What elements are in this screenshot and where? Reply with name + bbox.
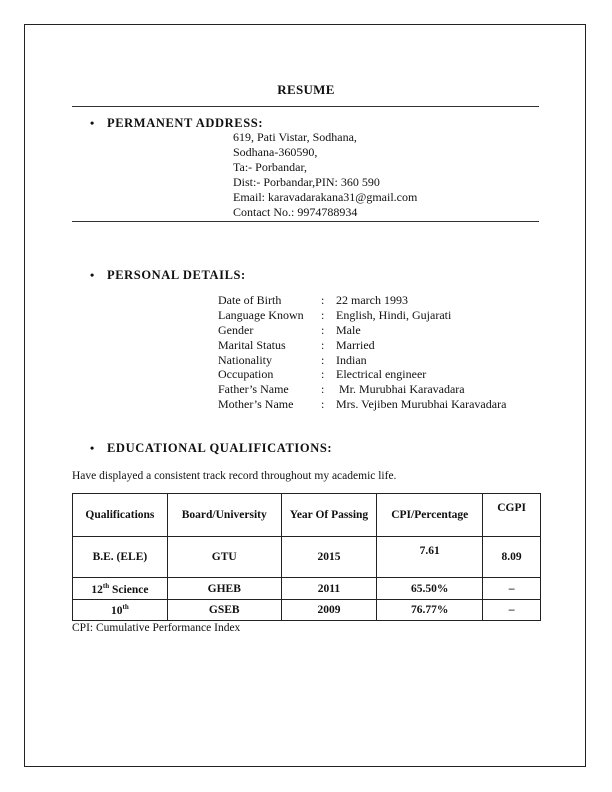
table-header-row (73, 494, 541, 537)
detail-row (218, 323, 506, 338)
detail-row (218, 338, 506, 353)
detail-label: Date of Birth (218, 293, 282, 307)
detail-value: Mr. Murubhai Karavadara (336, 382, 465, 397)
address-line: Sodhana-360590, (233, 145, 318, 159)
personal-heading-text: PERSONAL DETAILS: (107, 268, 246, 282)
table-row (73, 537, 541, 578)
divider-address (72, 221, 539, 222)
detail-row (218, 397, 506, 412)
column-header: CGPI (483, 494, 541, 537)
education-heading (90, 441, 332, 456)
cell-cgpi: 8.09 (483, 537, 541, 578)
detail-value: 22 march 1993 (336, 293, 408, 307)
detail-row (218, 382, 506, 397)
detail-separator: : (321, 322, 325, 337)
personal-details (218, 293, 506, 412)
address-line: Ta:- Porbandar, (233, 160, 307, 174)
cell-year: 2015 (281, 537, 377, 578)
contact-line: Contact No.: 9974788934 (233, 205, 358, 219)
qualifications-table (72, 493, 541, 621)
detail-value: Indian (336, 352, 367, 367)
detail-row (218, 308, 506, 323)
detail-label: Language Known (218, 307, 304, 322)
cell-board: GSEB (167, 600, 281, 621)
column-header: Qualifications (73, 494, 168, 537)
detail-label: Marital Status (218, 337, 286, 352)
cpi-note: CPI: Cumulative Performance Index (72, 622, 241, 634)
detail-separator: : (321, 307, 325, 322)
education-intro: Have displayed a consistent track record throughout my academic life. (72, 470, 397, 482)
bullet-icon: • (90, 116, 95, 130)
cell-cgpi: – (483, 578, 541, 600)
personal-heading (90, 268, 246, 283)
detail-separator: : (321, 293, 325, 307)
cell-year: 2009 (281, 600, 377, 621)
cell-qualification: B.E. (ELE) (73, 537, 168, 578)
detail-label: Father’s Name (218, 382, 289, 397)
cell-year: 2011 (281, 578, 377, 600)
detail-label: Gender (218, 322, 254, 337)
cell-score: 76.77% (377, 600, 483, 621)
detail-value: Mrs. Vejiben Murubhai Karavadara (336, 397, 507, 412)
detail-label: Nationality (218, 352, 272, 367)
bullet-icon: • (90, 268, 95, 282)
address-heading (90, 116, 263, 131)
table-row (73, 600, 541, 621)
address-block (233, 130, 417, 220)
detail-row (218, 353, 506, 368)
cell-cgpi: – (483, 600, 541, 621)
detail-separator: : (321, 367, 325, 382)
education-heading-text: EDUCATIONAL QUALIFICATIONS: (107, 441, 333, 455)
detail-label: Mother’s Name (218, 397, 294, 412)
detail-label: Occupation (218, 367, 274, 382)
email-line[interactable]: Email: karavadarakana31@gmail.com (233, 190, 418, 204)
cell-board: GTU (167, 537, 281, 578)
address-heading-text: PERMANENT ADDRESS: (107, 116, 264, 130)
detail-value: Married (336, 337, 375, 352)
detail-separator: : (321, 382, 325, 397)
detail-separator: : (321, 337, 325, 352)
cell-qualification: 10th (73, 600, 168, 621)
cell-score: 7.61 (377, 537, 483, 578)
detail-value: Electrical engineer (336, 367, 427, 382)
detail-row (218, 293, 506, 308)
detail-value: Male (336, 322, 361, 337)
detail-row (218, 367, 506, 382)
table-row (73, 578, 541, 600)
column-header: CPI/Percentage (377, 494, 483, 537)
cell-board: GHEB (167, 578, 281, 600)
divider-top (72, 106, 539, 107)
column-header: Year Of Passing (281, 494, 377, 537)
bullet-icon: • (90, 441, 95, 455)
detail-separator: : (321, 352, 325, 367)
cell-score: 65.50% (377, 578, 483, 600)
cell-qualification: 12th Science (73, 578, 168, 600)
page-title: RESUME (277, 82, 335, 97)
address-line: Dist:- Porbandar,PIN: 360 590 (233, 175, 380, 189)
column-header: Board/University (167, 494, 281, 537)
address-line: 619, Pati Vistar, Sodhana, (233, 130, 357, 144)
detail-separator: : (321, 397, 325, 412)
detail-value: English, Hindi, Gujarati (336, 307, 452, 322)
